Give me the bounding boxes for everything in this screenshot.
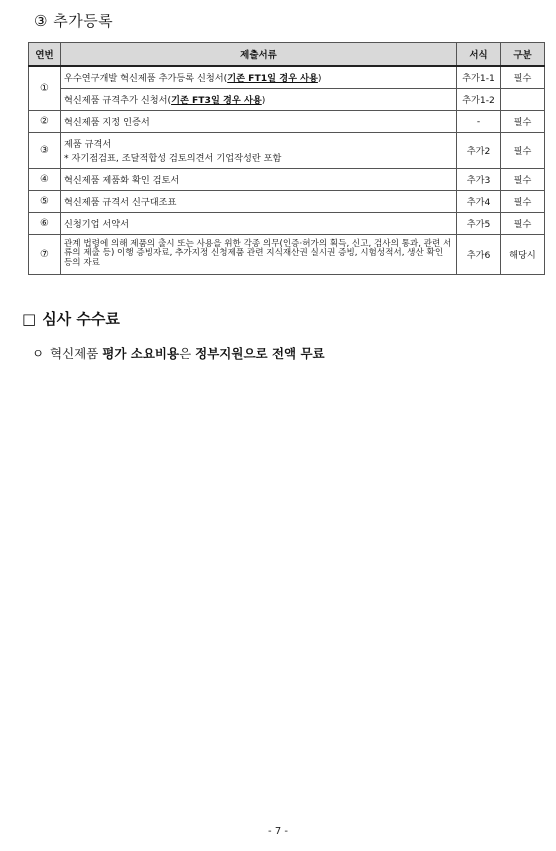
row-document xyxy=(61,66,457,88)
doc-close: ) xyxy=(317,73,322,85)
table-row xyxy=(29,212,545,234)
row-number: ③ xyxy=(29,132,61,168)
fee-text-bold: 평가 소요비용 xyxy=(102,346,180,361)
header-type: 구분 xyxy=(501,43,545,67)
row-format: 추가6 xyxy=(457,234,501,274)
bullet-icon: ㅇ xyxy=(32,346,45,361)
table-header-row xyxy=(29,43,545,67)
row-format: 추가5 xyxy=(457,212,501,234)
row-type: 필수 xyxy=(501,168,545,190)
doc-line: 제품 규격서 xyxy=(64,139,112,150)
row-type: 필수 xyxy=(501,66,545,88)
row-document xyxy=(61,88,457,110)
table-row xyxy=(29,88,545,110)
header-doc: 제출서류 xyxy=(61,43,457,67)
header-no: 연번 xyxy=(29,43,61,67)
section-title: ③ 추가등록 xyxy=(34,12,114,30)
doc-text: 혁신제품 규격추가 신청서( xyxy=(64,95,172,106)
doc-text: 관계 법령에 의해 제품의 출시 또는 사용을 위한 각종 의무(인증·허가의 획득, 신고, 검사의 통과, 관련 서류의 제출 등) 이행 증빙자료, 추가지정 신청제품 관련 지식재산권 실시권 증빙, 시험성적서, 생산 확인 등의 자료 xyxy=(64,238,452,268)
table-row xyxy=(29,132,545,168)
row-type: 필수 xyxy=(501,110,545,132)
row-number: ④ xyxy=(29,168,61,190)
row-format: 추가1-2 xyxy=(457,88,501,110)
row-number: ⑤ xyxy=(29,190,61,212)
row-document: 혁신제품 지정 인증서 xyxy=(61,110,457,132)
fee-text-bold-free: 정부지원으로 전액 무료 xyxy=(195,346,325,361)
row-document: 혁신제품 제품화 확인 검토서 xyxy=(61,168,457,190)
row-format: 추가2 xyxy=(457,132,501,168)
doc-emphasis: 기존 FT1일 경우 사용 xyxy=(227,73,318,85)
row-type: 필수 xyxy=(501,132,545,168)
row-type: 필수 xyxy=(501,190,545,212)
doc-text: 우수연구개발 혁신제품 추가등록 신청서( xyxy=(64,73,228,85)
row-format: 추가1-1 xyxy=(457,66,501,88)
row-document xyxy=(61,234,457,274)
row-type xyxy=(501,88,545,110)
row-format: 추가3 xyxy=(457,168,501,190)
fee-description xyxy=(32,344,325,362)
row-number: ② xyxy=(29,110,61,132)
checkbox-square-icon: □ xyxy=(22,310,37,328)
row-format: - xyxy=(457,110,501,132)
table-row xyxy=(29,110,545,132)
row-number: ① xyxy=(29,66,61,110)
doc-emphasis: 기존 FT3일 경우 사용 xyxy=(171,95,262,106)
page-number: - 7 - xyxy=(268,826,288,837)
header-format: 서식 xyxy=(457,43,501,67)
table-row xyxy=(29,168,545,190)
row-number: ⑦ xyxy=(29,234,61,274)
fee-text-pre: 혁신제품 xyxy=(50,346,103,361)
row-format: 추가4 xyxy=(457,190,501,212)
row-document xyxy=(61,132,457,168)
fee-text-mid: 은 xyxy=(179,346,196,361)
doc-note: * 자기점검표, 조달적합성 검토의견서 기업작성란 포함 xyxy=(64,153,282,164)
row-type: 필수 xyxy=(501,212,545,234)
table-row xyxy=(29,234,545,274)
exam-fee-title: 심사 수수료 xyxy=(42,310,120,328)
row-type: 해당시 xyxy=(501,234,545,274)
table-row xyxy=(29,66,545,88)
row-number: ⑥ xyxy=(29,212,61,234)
exam-fee-heading xyxy=(22,308,120,329)
row-document: 혁신제품 규격서 신구대조표 xyxy=(61,190,457,212)
table-row xyxy=(29,190,545,212)
row-document: 신청기업 서약서 xyxy=(61,212,457,234)
required-documents-table xyxy=(28,42,545,275)
doc-close: ) xyxy=(261,95,266,106)
